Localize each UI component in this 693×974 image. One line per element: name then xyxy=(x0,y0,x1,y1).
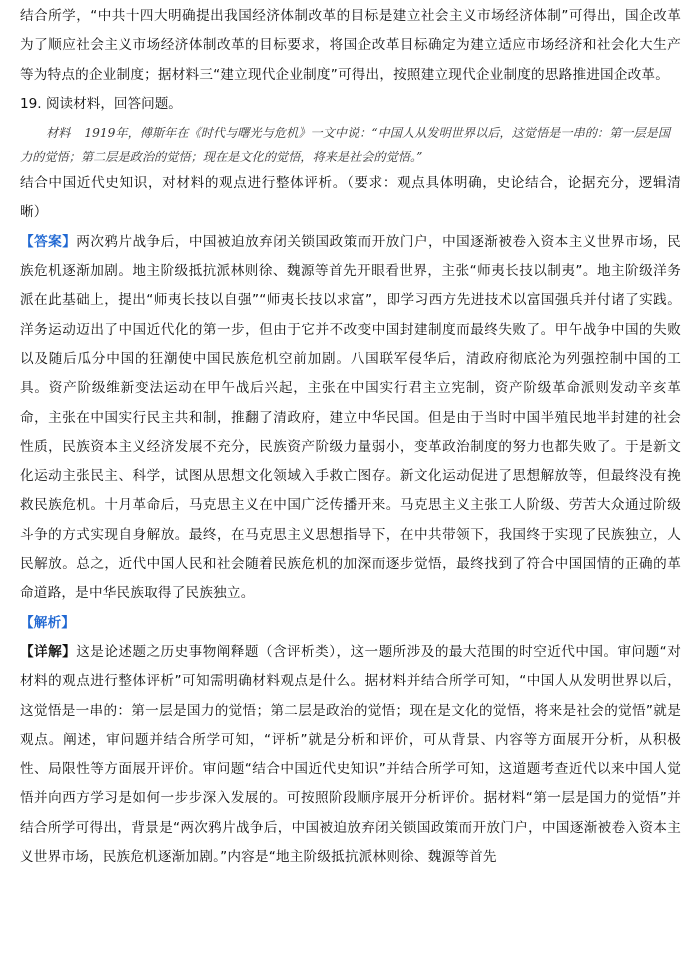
answer-tag: 【答案】 xyxy=(20,233,77,250)
material-text: 1919年，傅斯年在《时代与曙光与危机》一文中说：“中国人从发明世界以后，这觉悟是一串的：第一层是国力的觉悟；第二层是政治的觉悟；现在是文化的觉悟，将来是社会的觉悟。” xyxy=(20,126,671,165)
top-paragraph: 结合所学，“中共十四大明确提出我国经济体制改革的目标是建立社会主义市场经济体制”可得出，国企改革为了顺应社会主义市场经济体制改革的目标要求，将国企改革目标确定为建立适应市场经济和社会化大生产等为特点的企业制度；据材料三“建立现代企业制度”可得出，按照建立现代企业制度的思路推进国企改革。 xyxy=(20,8,681,83)
material-quote xyxy=(20,121,681,169)
question-prompt: 结合中国近代史知识，对材料的观点进行整体评析。（要求：观点具体明确，史论结合，论据充分，逻辑清晰） xyxy=(20,175,681,221)
document-page xyxy=(0,2,693,974)
answer-text: 两次鸦片战争后，中国被迫放弃闭关锁国政策而开放门户，中国逐渐被卷入资本主义世界市场，民族危机逐渐加剧。地主阶级抵抗派林则徐、魏源等首先开眼看世界，主张“师夷长技以制夷”。地主阶级洋务派在此基础上，提出“师夷长技以自强”“师夷长技以求富”，即学习西方先进技术以富国强兵并付诸了实践。洋务运动迈出了中国近代化的第一步，但由于它并不改变中国封建制度而最终失败了。甲午战争中国的失败以及随后瓜分中国的狂潮使中国民族危机空前加剧。八国联军侵华后，清政府彻底沦为列强控制中国的工具。资产阶级维新变法运动在甲午战后兴起，主张在中国实行君主立宪制，资产阶级革命派则发动辛亥革命，主张在中国实行民主共和制，推翻了清政府，建立中华民国。但是由于当时中国半殖民地半封建的社会性质，民族资本主义经济发展不充分，民族资产阶级力量弱小，变革政治制度的努力也都失败了。于是新文化运动主张民主、科学，试图从思想文化领域入手救亡图存。新文化运动促进了思想解放等，但最终没有挽救民族危机。十月革命后，马克思主义在中国广泛传播开来。马克思主义主张工人阶级、劳苦大众通过阶级斗争的方式实现自身解放。最终，在马克思主义思想指导下，在中共带领下，我国终于实现了民族独立，人民解放。总之，近代中国人民和社会随着民族危机的加深而逐步觉悟，最终找到了符合中国国情的正确的革命道路，是中华民族取得了民族独立。 xyxy=(20,233,681,602)
material-label: 材料 xyxy=(46,126,71,141)
detail-tag: 【详解】 xyxy=(20,643,77,660)
answer-block xyxy=(20,228,681,609)
detail-text: 这是论述题之历史事物阐释题（含评析类），这一题所涉及的最大范围的时空近代中国。审问题“对材料的观点进行整体评析”可知需明确材料观点是什么。据材料并结合所学可知，“中国人从发明世界以后，这觉悟是一串的：第一层是国力的觉悟；第二层是政治的觉悟；现在是文化的觉悟，将来是社会的觉悟”就是观点。阐述，审问题并结合所学可知，“评析”就是分析和评价，可从背景、内容等方面展开分析，从积极性、局限性等方面展开评价。审问题“结合中国近代史知识”并结合所学可知，这道题考查近代以来中国人觉悟并向西方学习是如何一步步深入发展的。可按照阶段顺序展开分析评价。据材料“第一层是国力的觉悟”并结合所学可得出，背景是“两次鸦片战争后，中国被迫放弃闭关锁国政策而开放门户，中国逐渐被卷入资本主义世界市场，民族危机逐渐加剧。”内容是“地主阶级抵抗派林则徐、魏源等首先 xyxy=(20,643,681,866)
question-title: 19. 阅读材料，回答问题。 xyxy=(20,95,182,112)
analysis-heading xyxy=(20,609,681,638)
analysis-tag: 【解析】 xyxy=(20,614,76,631)
detail-block xyxy=(20,638,681,872)
